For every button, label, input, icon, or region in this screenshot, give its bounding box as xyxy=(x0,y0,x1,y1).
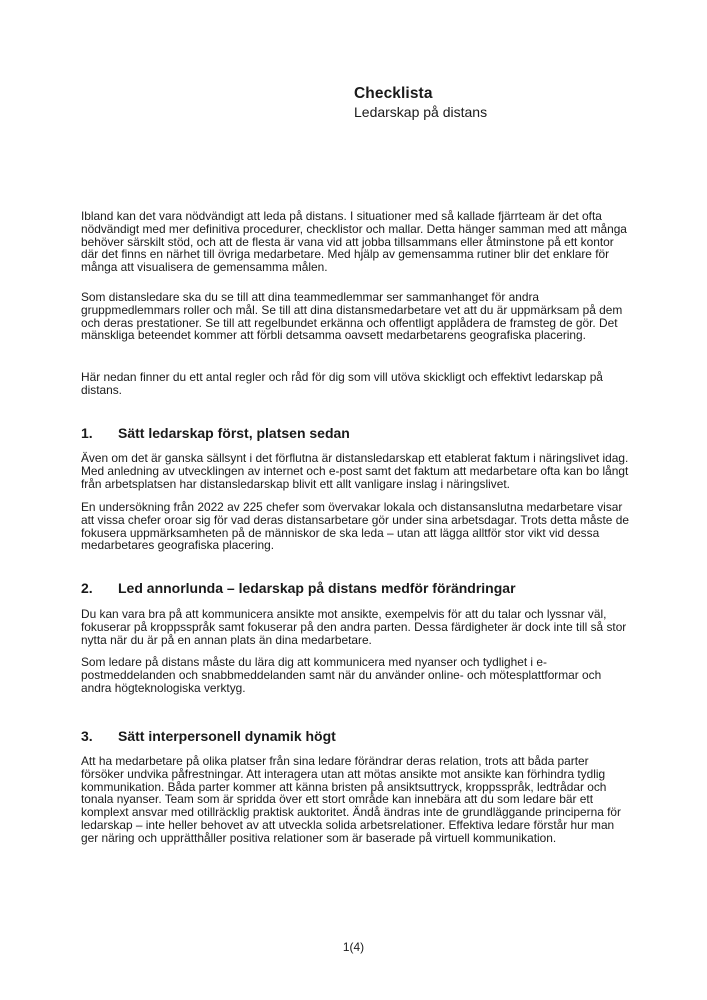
section-number: 2. xyxy=(81,580,93,596)
section-paragraph: Även om det är ganska sällsynt i det förflutna är distansledarskap ett etablerat faktum i näringslivet idag. Med anledning av utvecklingen av internet och e-post samt det faktum att medarbetare ofta kan bo långt från arbetsplatsen har distansledarskap blivit ett allt vanligare inslag i näringslivet. xyxy=(81,451,629,491)
section-heading xyxy=(81,580,630,596)
section-number: 3. xyxy=(81,728,93,744)
intro-paragraph: Här nedan finner du ett antal regler och råd för dig som vill utöva skickligt och effektivt ledarskap på distans. xyxy=(81,370,603,397)
intro-paragraph: Som distansledare ska du se till att dina teammedlemmar ser sammanhanget för andra gruppmedlemmars roller och mål. Se till att dina distansmedarbetare vet att du är uppmärksam på dem och deras prestationer. Se till att regelbundet erkänna och offentligt applådera de framsteg de gör. Det mänskliga beteendet kommer att förbli detsamma oavsett medarbetarens geografiska placering. xyxy=(81,290,623,343)
intro-paragraph: Ibland kan det vara nödvändigt att leda på distans. I situationer med så kallade fjärrteam är det ofta nödvändigt med mer definitiva procedurer, checklistor och mallar. Detta hänger samman med att många behöver särskilt stöd, och att de flesta är vana vid att jobba tillsammans eller åtminstone på ett kontor där det finns en närhet till övriga medarbetare. Med hjälp av gemensamma rutiner blir det enklare för många att visualisera de gemensamma målen. xyxy=(81,209,627,274)
section-heading xyxy=(81,728,630,744)
section-heading-text: Sätt interpersonell dynamik högt xyxy=(118,728,336,744)
document-title: Checklista xyxy=(354,85,433,102)
section-number: 1. xyxy=(81,425,93,441)
section-heading-text: Sätt ledarskap först, platsen sedan xyxy=(118,425,350,441)
section-heading-text: Led annorlunda – ledarskap på distans medför förändringar xyxy=(118,580,516,596)
section-paragraph: En undersökning från 2022 av 225 chefer som övervakar lokala och distansanslutna medarbetare visar att vissa chefer oroar sig för vad deras distansarbetare gör under sina arbetsdagar. Trots detta måste de fokusera uppmärksamheten på de människor de ska leda – utan att lägga alltför stor vikt vid dessa medarbetares geografiska placering. xyxy=(81,500,629,553)
section-heading xyxy=(81,425,630,441)
title-block xyxy=(354,84,487,121)
document-subtitle: Ledarskap på distans xyxy=(354,104,488,120)
page-number: 1(4) xyxy=(342,940,365,954)
section-paragraph: Att ha medarbetare på olika platser från sina ledare förändrar deras relation, trots att båda parter försöker undvika påfrestningar. Att interagera utan att mötas ansikte mot ansikte kan förhindra tydlig kommunikation. Båda parter kommer att känna bristen på ansiktsuttryck, kroppsspråk, ledtrådar och tonala nyanser. Team som är spridda över ett stort område kan innebära att du som ledare bär ett komplext ansvar med otillräcklig praktisk auktoritet. Ändå ändras inte de grundläggande principerna för ledarskap – inte heller behovet av att utveckla solida arbetsrelationer. Effektiva ledare förstår hur man ger näring och upprätthåller positiva relationer som är baserade på virtuell kommunikation. xyxy=(81,754,621,845)
section-paragraph: Du kan vara bra på att kommunicera ansikte mot ansikte, exempelvis för att du talar och lyssnar väl, fokuserar på kroppsspråk samt fokuserar på den andra parten. Dessa färdigheter är dock inte till så stor nytta när du är på en annan plats än dina medarbetare. xyxy=(81,607,627,647)
section-paragraph: Som ledare på distans måste du lära dig att kommunicera med nyanser och tydlighet i e-postmeddelanden och snabbmeddelanden samt när du använder online- och mötesplattformar och andra högteknologiska verktyg. xyxy=(81,655,602,695)
